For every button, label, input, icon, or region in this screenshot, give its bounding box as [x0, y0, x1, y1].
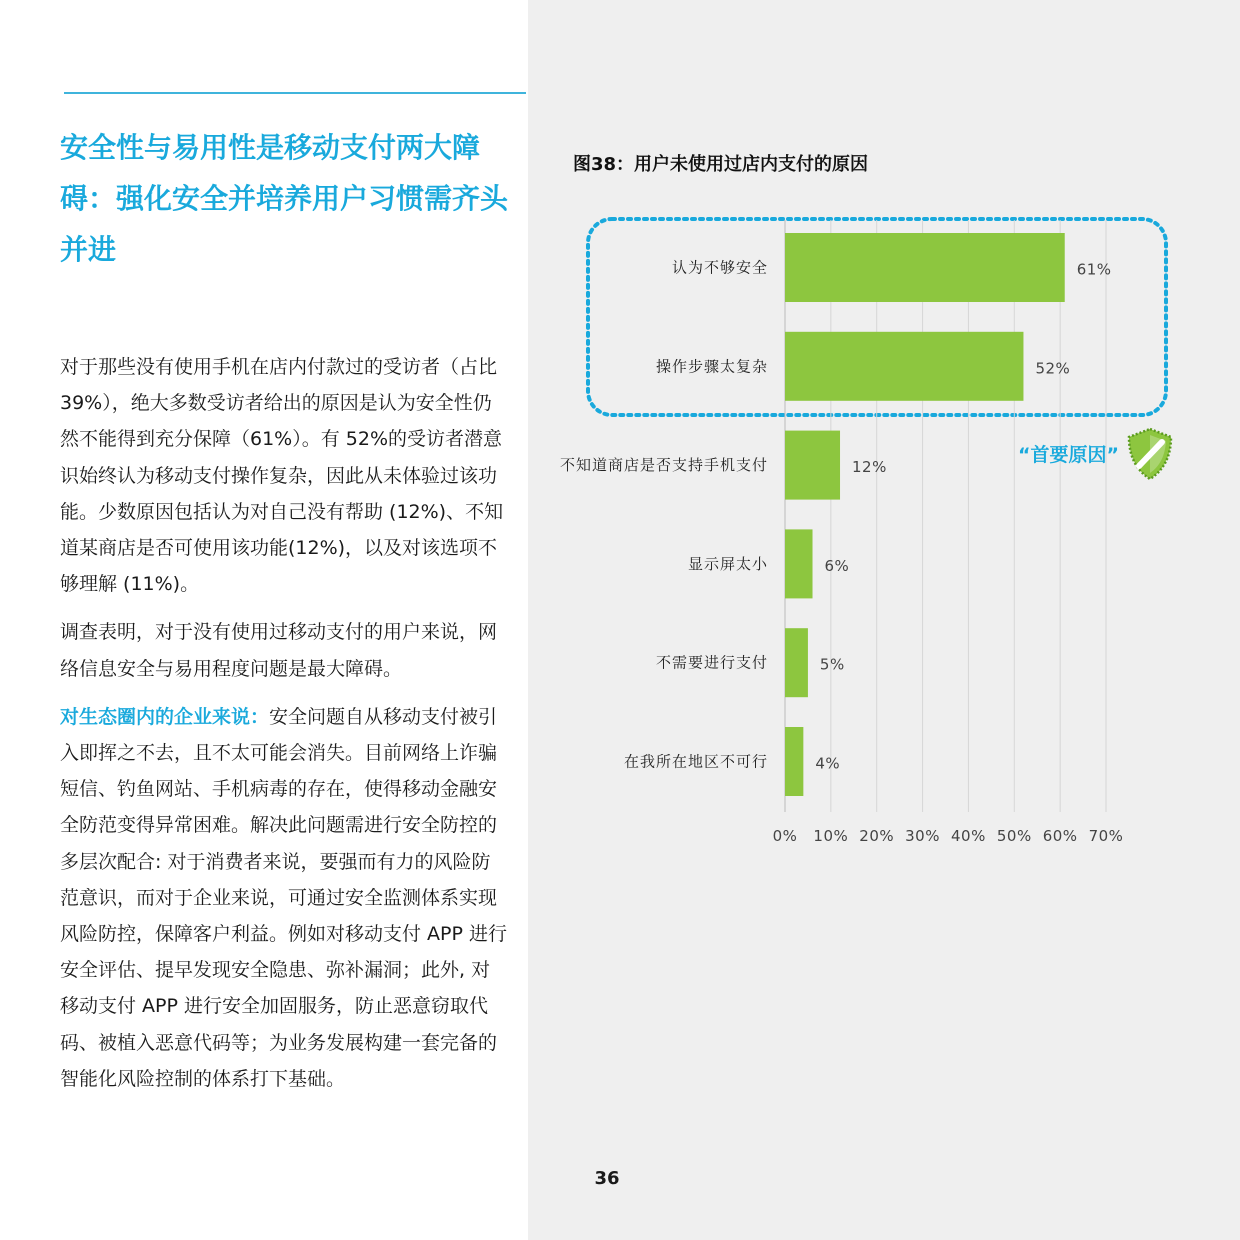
- category-label: 在我所在地区不可行: [623, 752, 768, 771]
- paragraph-3: [60, 699, 508, 1097]
- bar: [785, 727, 803, 796]
- bars: [785, 233, 1065, 796]
- bar-chart: [540, 200, 1190, 860]
- paragraph-1: 对于那些没有使用手机在店内付款过的受访者（占比 39%），绝大多数受访者给出的原因是认为安全性仍然不能得到充分保障（61%）。有 52%的受访者潜意识始终认为移动支付操作复杂，因此从未体验过该功能。少数原因包括认为对自己没有帮助 (12%)、不知道某商店是否可使用该功能(12%)，以及对该选项不够理解 (11%)。: [60, 356, 504, 596]
- bar: [785, 628, 808, 697]
- bar: [785, 431, 840, 500]
- bar: [785, 529, 813, 598]
- bar: [785, 332, 1023, 401]
- page-number: 36: [594, 1168, 620, 1189]
- x-tick-label: 0%: [772, 827, 798, 845]
- x-tick-label: 60%: [1042, 827, 1078, 845]
- category-label: 显示屏太小: [687, 554, 768, 573]
- x-tick-label: 40%: [951, 827, 986, 845]
- data-label: 12%: [852, 458, 887, 477]
- x-tick-label: 70%: [1088, 827, 1124, 845]
- category-label: 不需要进行支付: [655, 653, 768, 672]
- grid-lines: [785, 220, 1106, 812]
- top-reason-callout: “首要原因”: [1018, 444, 1119, 466]
- paragraph-2: 调查表明，对于没有使用过移动支付的用户来说，网络信息安全与易用程度问题是最大障碍。: [60, 621, 498, 680]
- data-label: 52%: [1035, 359, 1071, 378]
- shield-check-icon: [1124, 426, 1176, 482]
- x-tick-label: 30%: [905, 827, 940, 845]
- header-rule: [64, 92, 526, 94]
- x-tick-label: 50%: [996, 827, 1032, 845]
- x-tick-label: 20%: [859, 827, 895, 845]
- x-tick-label: 10%: [813, 827, 849, 845]
- data-label: 5%: [819, 655, 845, 674]
- paragraph-3-body: 安全问题自从移动支付被引入即挥之不去，且不太可能会消失。目前网络上诈骗短信、钓鱼网站、手机病毒的存在，使得移动金融安全防范变得异常困难。解决此问题需进行安全防控的多层次配合: 对于消费者来说，要强而有力的风险防范意识，而对于企业来说，可通过安全监测体系实现风险防控，保障客户利益。例如对移动支付 APP 进行安全评估、提早发现安全隐患、弥补漏洞；此外, 对移动支付 APP 进行安全加固服务，防止恶意窃取代码、被植入恶意代码等；为业务发展构建一套完备的智能化风险控制的体系打下基础。: [60, 705, 507, 1090]
- figure-title: 图38：用户未使用过店内支付的原因: [573, 154, 869, 175]
- body-text: [60, 349, 508, 1109]
- category-label: 操作步骤太复杂: [655, 357, 768, 376]
- data-label: 61%: [1076, 260, 1112, 279]
- data-label: 4%: [815, 754, 841, 773]
- category-label: 不知道商店是否支持手机支付: [559, 456, 768, 475]
- paragraph-3-lead: 对生态圈内的企业来说：: [60, 705, 270, 728]
- category-label: 认为不够安全: [671, 258, 768, 277]
- data-label: 6%: [824, 556, 850, 575]
- bar: [785, 233, 1065, 302]
- headline: 安全性与易用性是移动支付两大障碍：强化安全并培养用户习惯需齐头并进: [60, 131, 509, 266]
